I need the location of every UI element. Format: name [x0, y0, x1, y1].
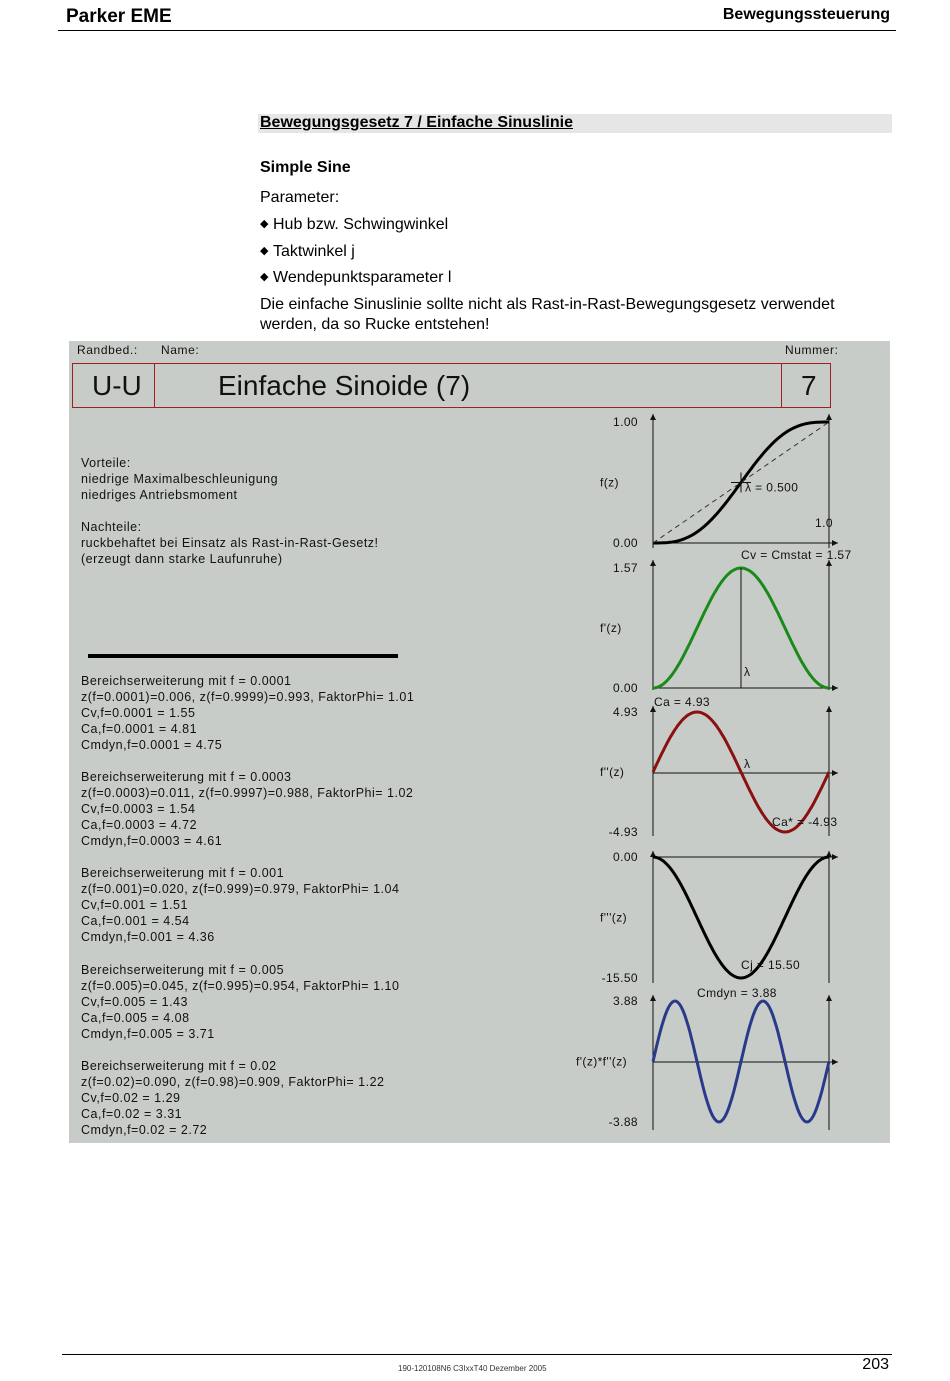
label-randbed: Randbed.:: [77, 343, 138, 357]
axis-arrow-icon: [832, 1059, 838, 1065]
bullet-text: Wendepunktsparameter l: [273, 269, 452, 286]
bereich-value: Cmdyn,f=0.005 = 3.71: [81, 1027, 215, 1041]
name-value: Einfache Sinoide (7): [218, 370, 471, 401]
diamond-bullet-icon: ◆: [260, 218, 269, 230]
label-nummer: Nummer:: [785, 343, 839, 357]
bereich-value: Ca,f=0.005 = 4.08: [81, 1011, 190, 1025]
tick-label: -3.88: [608, 1115, 638, 1129]
lambda-label: λ = 0.500: [745, 480, 799, 495]
bereich-value: Cmdyn,f=0.02 = 2.72: [81, 1123, 208, 1137]
cj-label: Cj = 15.50: [741, 958, 801, 972]
bereich-value: z(f=0.02)=0.090, z(f=0.98)=0.909, FaktorPhi= 1.22: [81, 1075, 385, 1089]
axis-arrow-icon: [832, 685, 838, 691]
description: Die einfache Sinuslinie sollte nicht als Rast-in-Rast-Bewegungsgesetz verwendet werden, da so Rucke entstehen!: [260, 296, 835, 333]
axis-arrow-icon: [832, 854, 838, 860]
bereich-value: z(f=0.0003)=0.011, z(f=0.9997)=0.988, FaktorPhi= 1.02: [81, 786, 414, 800]
bereich-heading: Bereichserweiterung mit f = 0.001: [81, 866, 285, 880]
axis-arrow-icon: [832, 540, 838, 546]
x-end-label: 1.0: [815, 516, 833, 530]
tick-label: -15.50: [601, 971, 638, 985]
header-company: Parker EME: [66, 6, 172, 27]
bereich-value: Cv,f=0.001 = 1.51: [81, 898, 188, 912]
bullet-text: Hub bzw. Schwingwinkel: [273, 216, 449, 233]
bereich-value: Cmdyn,f=0.0003 = 4.61: [81, 834, 223, 848]
bereich-value: Ca,f=0.0001 = 4.81: [81, 722, 198, 736]
bereich-value: Cv,f=0.0003 = 1.54: [81, 802, 196, 816]
tick-label: 1.00: [613, 415, 638, 429]
bereich-value: Ca,f=0.02 = 3.31: [81, 1107, 183, 1121]
footer-doc-id: 190-120108N6 C3IxxT40 Dezember 2005: [398, 1364, 547, 1373]
axis-label: f''(z): [600, 765, 625, 779]
nachteile-heading: Nachteile:: [81, 520, 142, 534]
ca-star-label: Ca* = -4.93: [772, 815, 838, 829]
param-heading: Parameter:: [260, 189, 340, 206]
series-line: [653, 712, 829, 832]
tick-label: 4.93: [613, 705, 638, 719]
lambda-label: λ: [744, 665, 751, 679]
bereich-heading: Bereichserweiterung mit f = 0.005: [81, 963, 285, 977]
page-number: 203: [862, 1356, 889, 1373]
lambda-label: λ: [744, 757, 751, 771]
bereich-value: Cv,f=0.02 = 1.29: [81, 1091, 181, 1105]
nachteil-item: (erzeugt dann starke Laufunruhe): [81, 552, 283, 566]
axis-arrow-icon: [826, 414, 832, 420]
tick-label: 3.88: [613, 994, 638, 1008]
axis-label: f'''(z): [600, 910, 627, 925]
diamond-bullet-icon: ◆: [260, 271, 269, 283]
axis-arrow-icon: [832, 770, 838, 776]
ca-label: Ca = 4.93: [654, 695, 710, 709]
vorteil-item: niedriges Antriebsmoment: [81, 488, 238, 502]
axis-label: f'(z): [600, 621, 622, 635]
vorteile-heading: Vorteile:: [81, 456, 131, 470]
axis-arrow-icon: [650, 560, 656, 566]
footer-rule: [62, 1354, 892, 1355]
bereich-value: Ca,f=0.0003 = 4.72: [81, 818, 198, 832]
section-title: Bewegungsgesetz 7 / Einfache Sinuslinie: [260, 114, 573, 131]
vorteil-item: niedrige Maximalbeschleunigung: [81, 472, 279, 486]
bereich-heading: Bereichserweiterung mit f = 0.02: [81, 1059, 277, 1073]
tick-label: -4.93: [608, 825, 638, 839]
nummer-value: 7: [801, 370, 817, 401]
bereich-value: Cv,f=0.005 = 1.43: [81, 995, 188, 1009]
axis-arrow-icon: [826, 706, 832, 712]
cv-label: Cv = Cmstat = 1.57: [741, 548, 852, 562]
axis-label: f'(z)*f''(z): [576, 1054, 627, 1069]
nachteil-item: ruckbehaftet bei Einsatz als Rast-in-Rast-Gesetz!: [81, 536, 379, 550]
axis-arrow-icon: [650, 995, 656, 1001]
axis-arrow-icon: [826, 995, 832, 1001]
axis-label: f(z): [600, 475, 619, 490]
header-section: Bewegungssteuerung: [722, 6, 890, 23]
bereich-heading: Bereichserweiterung mit f = 0.0001: [81, 674, 292, 688]
tick-label: 0.00: [613, 850, 638, 864]
section-subtitle: Simple Sine: [260, 159, 351, 176]
bullet-text: Taktwinkel j: [273, 243, 355, 260]
tick-label: 0.00: [613, 536, 638, 550]
bereich-value: Cv,f=0.0001 = 1.55: [81, 706, 196, 720]
bereich-value: Cmdyn,f=0.001 = 4.36: [81, 930, 215, 944]
tick-label: 1.57: [613, 561, 638, 575]
bereich-value: z(f=0.001)=0.020, z(f=0.999)=0.979, FaktorPhi= 1.04: [81, 882, 400, 896]
diamond-bullet-icon: ◆: [260, 245, 269, 257]
randbed-value: U-U: [92, 370, 142, 401]
bereich-value: Ca,f=0.001 = 4.54: [81, 914, 190, 928]
bereich-value: Cmdyn,f=0.0001 = 4.75: [81, 738, 223, 752]
label-name: Name:: [161, 343, 200, 357]
axis-arrow-icon: [650, 414, 656, 420]
tick-label: 0.00: [613, 681, 638, 695]
cmdyn-label: Cmdyn = 3.88: [697, 986, 777, 1000]
bereich-heading: Bereichserweiterung mit f = 0.0003: [81, 770, 292, 784]
bereich-value: z(f=0.0001)=0.006, z(f=0.9999)=0.993, FaktorPhi= 1.01: [81, 690, 415, 704]
bereich-value: z(f=0.005)=0.045, z(f=0.995)=0.954, FaktorPhi= 1.10: [81, 979, 400, 993]
